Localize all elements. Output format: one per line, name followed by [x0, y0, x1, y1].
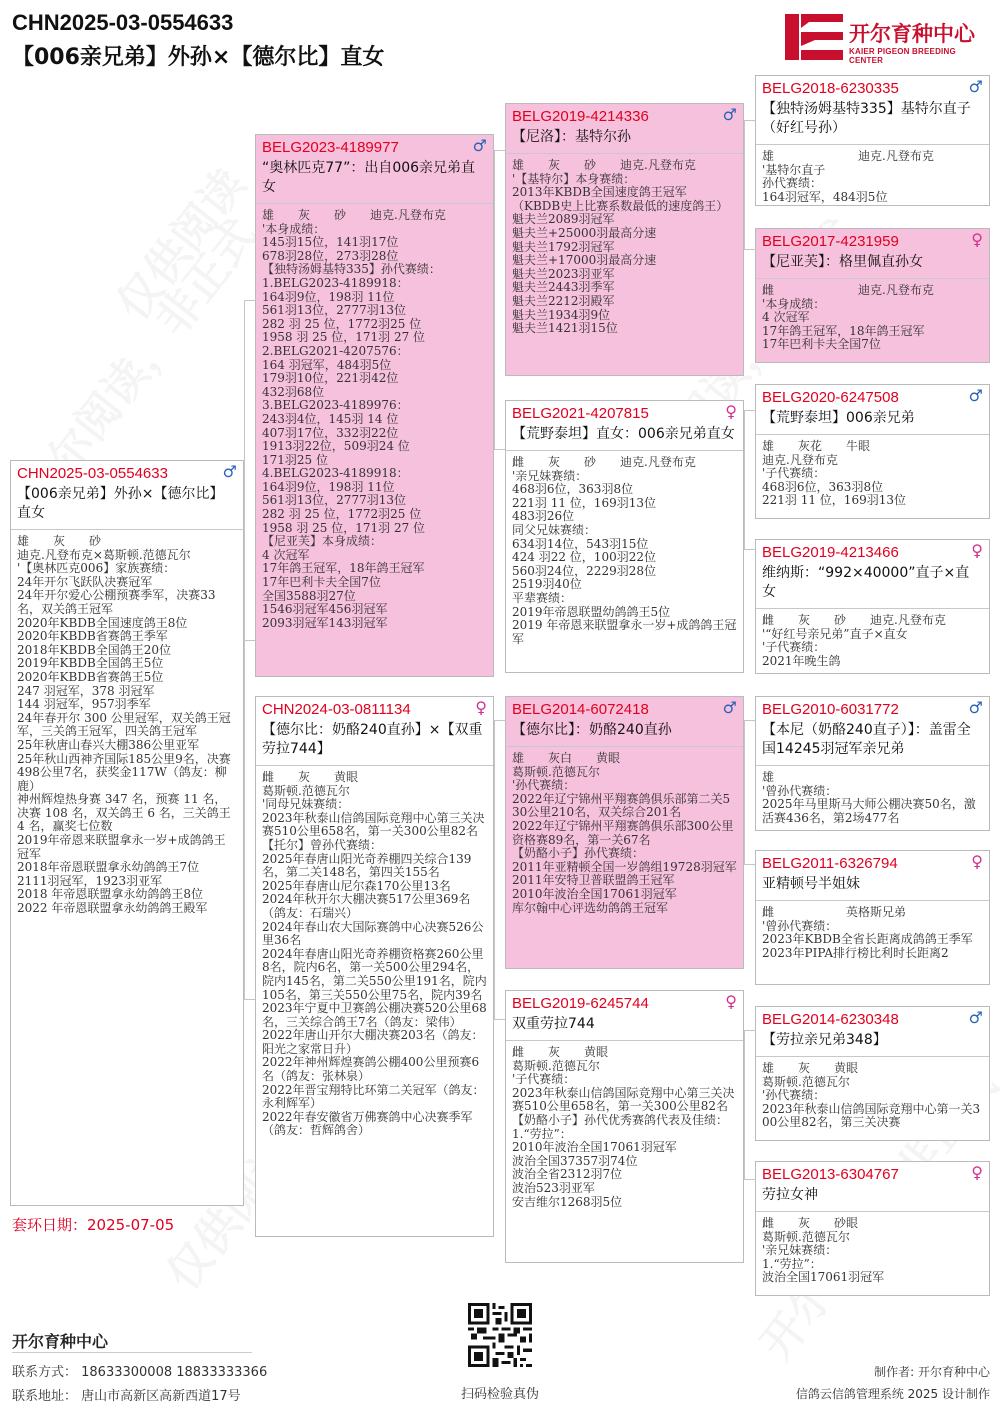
bird-details: 雌 英格斯兄弟 '曾孙代赛绩： 2023年KBDB全省长距离成鸽鸽王季军 2023年PIPA排行榜比利时长距离2 — [762, 905, 973, 960]
pedigree-card-sire-sire[interactable] — [505, 103, 744, 376]
ring-number: BELG2014-6072418 — [512, 701, 649, 718]
ring-number: BELG2018-6230335 — [762, 80, 899, 97]
ring-number: CHN2024-03-0811134 — [262, 701, 411, 718]
pedigree-card-dam-dam[interactable] — [505, 990, 744, 1263]
bird-details: 雄 灰 砂 迪克.凡登布克 '本身成绩： 145羽15位，141羽17位 678羽28位，273羽28位 【独特汤姆基特335】孙代赛绩： 1.BELG2023-4189918： 164羽9位，198羽 11位 561羽13位，2777羽13位 282 羽 25 位，1772羽25 位 1958 羽 25 位，171羽 27 位 2.BELG2021-4207576： 164 羽冠军，484羽5位 179羽10位，221羽42位 432羽68位 3.BELG2023-4189976： 243羽4位，145羽 14 位 407羽17位，332羽22位 1913羽22位，509羽24 位 171羽25 位 4.BELG2023-4189918： 164羽9位，198羽 11位 561羽13位，2777羽13位 282 羽 25 位，1772羽25 位 1958 羽 25 位，171羽 27 位 【尼亚芙】本身成绩： 4 次冠军 17年鸽王冠军，18年鸽王冠军 17年巴利卡夫全国7位 全国3588羽27位 1546羽冠军456羽冠军 2093羽冠军143羽冠军 — [262, 208, 446, 630]
footer-company-name: 开尔育种中心 — [12, 1332, 109, 1351]
male-icon: ♂ — [472, 136, 487, 155]
ring-number: CHN2025-03-0554633 — [17, 465, 168, 482]
male-icon: ♂ — [968, 386, 983, 405]
pedigree-card-dam-sire[interactable] — [505, 696, 744, 969]
bird-name: 劳拉女神 — [756, 1186, 989, 1212]
male-icon: ♂ — [722, 698, 737, 717]
male-icon: ♂ — [968, 698, 983, 717]
pedigree-card-sss[interactable] — [755, 75, 990, 206]
footer-maker: 制作者: 开尔育种中心 — [874, 1365, 990, 1379]
pedigree-title: 【006亲兄弟】外孙×【德尔比】直女 — [12, 45, 385, 70]
bird-name: 亚精顿号半姐妹 — [756, 875, 989, 901]
ring-date: 套环日期：2025-07-05 — [12, 1216, 175, 1234]
bird-details: 雄 '曾孙代赛绩： 2025年马里斯马大师公棚决赛50名，激活赛436名，第2场477名 — [762, 770, 976, 825]
bird-name: 双重劳拉744 — [506, 1015, 743, 1041]
ring-number: BELG2021-4207815 — [512, 405, 649, 422]
female-icon: ♀ — [971, 852, 983, 871]
bird-name: 【本尼（奶酪240直子）】：盖雷全国14245羽冠军亲兄弟 — [756, 721, 989, 766]
female-icon: ♀ — [475, 698, 487, 717]
male-icon: ♂ — [222, 462, 237, 481]
bird-name: 【荒野泰坦】直女：006亲兄弟直女 — [506, 425, 743, 451]
female-icon: ♀ — [725, 402, 737, 421]
bird-details: 雄 灰 砂 迪克.凡登布克 '【基特尔】本身赛绩： 2013年KBDB全国速度鸽王冠军 （KBDB史上比赛系数最低的速度鸽王） 魁夫兰2089羽冠军 魁夫兰+25000羽最高分速 魁夫兰1792羽冠军 魁夫兰+17000羽最高分速 魁夫兰2023羽亚军 魁夫兰2443羽季军 魁夫兰2212羽殿军 魁夫兰1934羽9位 魁夫兰1421羽15位 — [512, 158, 729, 336]
pedigree-card-dss[interactable] — [755, 696, 990, 831]
bird-details: 雄 灰 砂 迪克.凡登布克×葛斯顿.范德瓦尔 '【奥林匹克006】家族赛绩： 24年开尔飞跃队决赛冠军 24年开尔爱心公棚预赛季军，决赛33名，双关鸽王冠军 2020年KBDB全国速度鸽王8位 2020年KBDB省赛鸽王季军 2018年KBDB全国鸽王20位 2019年KBDB全国鸽王5位 2020年KBDB省赛鸽王5位 247 羽冠军，378 羽冠军 144 羽冠军，957羽季军 24年春开尔 300 公里冠军，双关鸽王冠军，三关鸽王冠军，四关鸽王冠军 25年秋唐山春兴大棚386公里亚军 25年秋山西神齐国际185公里9名，决赛498公里7名，获奖金117W（鸽友：柳鹿） 神州辉煌热身赛 347 名，预赛 11 名，决赛 108 名，双关鸽王 6 名，三关鸽王 4 名，赢奖七位数 2019年帝恩来联盟拿永一岁+成鸽鸽王冠军 2018年帝恩联盟拿永幼鸽鸽王7位 2111羽冠军，1923羽亚军 2018 年帝恩联盟拿永幼鸽鸽王8位 2022 年帝恩联盟拿永幼鸽鸽王殿军 — [17, 534, 231, 916]
bird-name: 【德尔比】：奶酪240直孙 — [506, 721, 743, 747]
pedigree-card-sire[interactable] — [255, 134, 494, 677]
bird-details: 雌 灰 砂 迪克.凡登布克 '“好红号亲兄弟”直子×直女 '子代赛绩： 2021年晚生鸽 — [762, 613, 946, 668]
logo-chinese-name: 开尔育种中心 — [849, 22, 975, 46]
bird-name: 维纳斯：“992×40000”直子×直女 — [756, 564, 989, 609]
qr-verify-label: 扫码检验真伪 — [460, 1387, 539, 1402]
ring-number: BELG2014-6230348 — [762, 1011, 899, 1028]
female-icon: ♀ — [725, 992, 737, 1011]
bird-name: 【尼洛】：基特尔孙 — [506, 128, 743, 154]
bird-name: 【荒野泰坦】006亲兄弟 — [756, 409, 989, 435]
pedigree-card-ddd[interactable] — [755, 1161, 990, 1296]
footer-contact: 联系方式： 18633300008 18833333366 — [12, 1365, 268, 1380]
ring-number: BELG2019-4214336 — [512, 108, 649, 125]
ring-number: BELG2013-6304767 — [762, 1166, 899, 1183]
bird-details: 雄 灰白 黄眼 葛斯顿.范德瓦尔 '孙代赛绩： 2022年辽宁锦州平翔赛鸽俱乐部第二关530公里210名，双关综合201名 2022年辽宁锦州平翔赛鸽俱乐部300公里资格赛89名，第一关67名 【奶酪小子】孙代赛绩： 2011年亚精顿全国一岁鸽组19728羽冠军 2011年安特卫普联盟鸽王冠军 2010年波治全国17061羽冠军 库尔翰中心评选幼鸽鸽王冠军 — [512, 751, 737, 915]
pedigree-card-dds[interactable] — [755, 1006, 990, 1141]
bird-name: 【独特汤姆基特335】基特尔直子（好红号孙） — [756, 100, 989, 145]
male-icon: ♂ — [722, 105, 737, 124]
company-logo — [785, 14, 990, 65]
bird-details: 雄 灰 黄眼 葛斯顿.范德瓦尔 '孙代赛绩： 2023年秋泰山信鸽国际竞翔中心第一关300公里82名，第三关决赛 — [762, 1061, 981, 1130]
footer-address: 联系地址： 唐山市高新区高新西道17号 — [12, 1389, 241, 1404]
footer-system: 信鸽云信鸽管理系统 2025 设计制作 — [795, 1387, 990, 1401]
bird-name: “奥林匹克77”：出自006亲兄弟直女 — [256, 159, 493, 204]
ring-number: BELG2017-4231959 — [762, 233, 899, 250]
bird-details: 雌 灰 砂眼 葛斯顿.范德瓦尔 '亲兄妹赛绩： 1.“劳拉”： 波治全国17061羽冠军 — [762, 1216, 885, 1285]
pedigree-card-subject[interactable] — [10, 460, 244, 1206]
bird-name: 【劳拉亲兄弟348】 — [756, 1031, 989, 1057]
pedigree-card-dam[interactable] — [255, 696, 494, 1237]
bird-name: 【尼亚芙】：格里佩直孙女 — [756, 253, 989, 279]
bird-details: 雌 灰 砂 迪克.凡登布克 '亲兄妹赛绩： 468羽6位，363羽8位 221羽 11 位，169羽13位 483羽26位 同父兄妹赛绩： 634羽14位，543羽15位 424 羽22 位，100羽22位 560羽24位，2229羽28位 2519羽40位 平辈赛绩： 2019年帝恩联盟幼鸽鸽王5位 2019 年帝恩来联盟拿永一岁+成鸽鸽王冠军 — [512, 455, 737, 646]
ring-number: BELG2023-4189977 — [262, 139, 399, 156]
watermark-text — [99, 153, 258, 331]
male-icon: ♂ — [968, 77, 983, 96]
bird-name: 【006亲兄弟】外孙×【德尔比】直女 — [11, 485, 243, 530]
bird-details: 雌 灰 黄眼 葛斯顿.范德瓦尔 '子代赛绩： 2023年秋泰山信鸽国际竞翔中心第三关决赛510公里658名，第一关300公里82名 【奶酪小子】孙代优秀赛鸽代表及佳绩： 1.“劳拉”： 2010年波治全国17061羽冠军 波治全国37357羽74位 波治全省2312羽7位 波治523羽亚军 安吉维尔1268羽5位 — [512, 1045, 735, 1209]
female-icon: ♀ — [971, 541, 983, 560]
female-icon: ♀ — [971, 1163, 983, 1182]
footer-divider — [12, 1352, 252, 1353]
ring-number: BELG2010-6031772 — [762, 701, 899, 718]
pedigree-card-sds[interactable] — [755, 384, 990, 519]
pedigree-card-sdd[interactable] — [755, 539, 990, 674]
pedigree-card-dsd[interactable] — [755, 850, 990, 985]
bird-name: 【德尔比：奶酪240直孙】×【双重劳拉744】 — [256, 721, 493, 766]
ring-number: BELG2019-4213466 — [762, 544, 899, 561]
pedigree-card-ssd[interactable] — [755, 228, 990, 363]
ring-number: BELG2019-6245744 — [512, 995, 649, 1012]
pedigree-ring-number: CHN2025-03-0554633 — [12, 10, 234, 35]
male-icon: ♂ — [968, 1008, 983, 1027]
ring-number: BELG2011-6326794 — [762, 855, 898, 872]
pedigree-card-sire-dam[interactable] — [505, 400, 744, 673]
logo-english-name: KAIER PIGEON BREEDING CENTER — [849, 47, 956, 65]
bird-details: 雄 灰花 牛眼 迪克.凡登布克 '子代赛绩： 468羽6位，363羽8位 221羽 11 位，169羽13位 — [762, 439, 906, 508]
bird-details: 雌 迪克.凡登布克 '本身成绩： 4 次冠军 17年鸽王冠军，18年鸽王冠军 17年巴利卡夫全国7位 — [762, 283, 934, 352]
kaier-logo-icon — [785, 14, 843, 60]
bird-details: 雄 迪克.凡登布克 '基特尔直子 孙代赛绩： 164羽冠军，484羽5位 — [762, 149, 934, 204]
bird-details: 雌 灰 黄眼 葛斯顿.范德瓦尔 '同母兄妹赛绩： 2023年秋泰山信鸽国际竞翔中心第三关决赛510公里658名，第一关300公里82名 【托尔】曾孙代赛绩： 2025年春唐山阳光奇养棚四关综合139名，第二关148名，第四关155名 2025年春唐山尼尔森170公里13名 2024年秋开尔大棚决赛517公里369名（鸽友：石瑞兴） 2024年春山农大国际赛鸽中心决赛526公里36名 2024年春唐山阳光奇养棚资格赛260公里8名，院内6名，第一关500公里294名，院内145名，第二关550公里191名，院内105名，第三关550公里75名，院内39名 2023年宁夏中卫赛鸽公棚决赛520公里68名，三关综合鸽王7名（鸽友：梁伟） 2022年唐山开尔大棚决赛203名（鸽友：阳光之家常日升） 2022年神州辉煌赛鸽公棚400公里预赛6名（鸽友：张林泉） 2022年晋宝翔特比环第二关冠军（鸽友：永利辉军） 2022年春安徽省万佛赛鸽中心决赛季军（鸽友：哲辉鸽舍） — [262, 770, 487, 1138]
female-icon: ♀ — [971, 230, 983, 249]
qr-code-icon[interactable] — [468, 1303, 532, 1367]
ring-number: BELG2020-6247508 — [762, 389, 899, 406]
